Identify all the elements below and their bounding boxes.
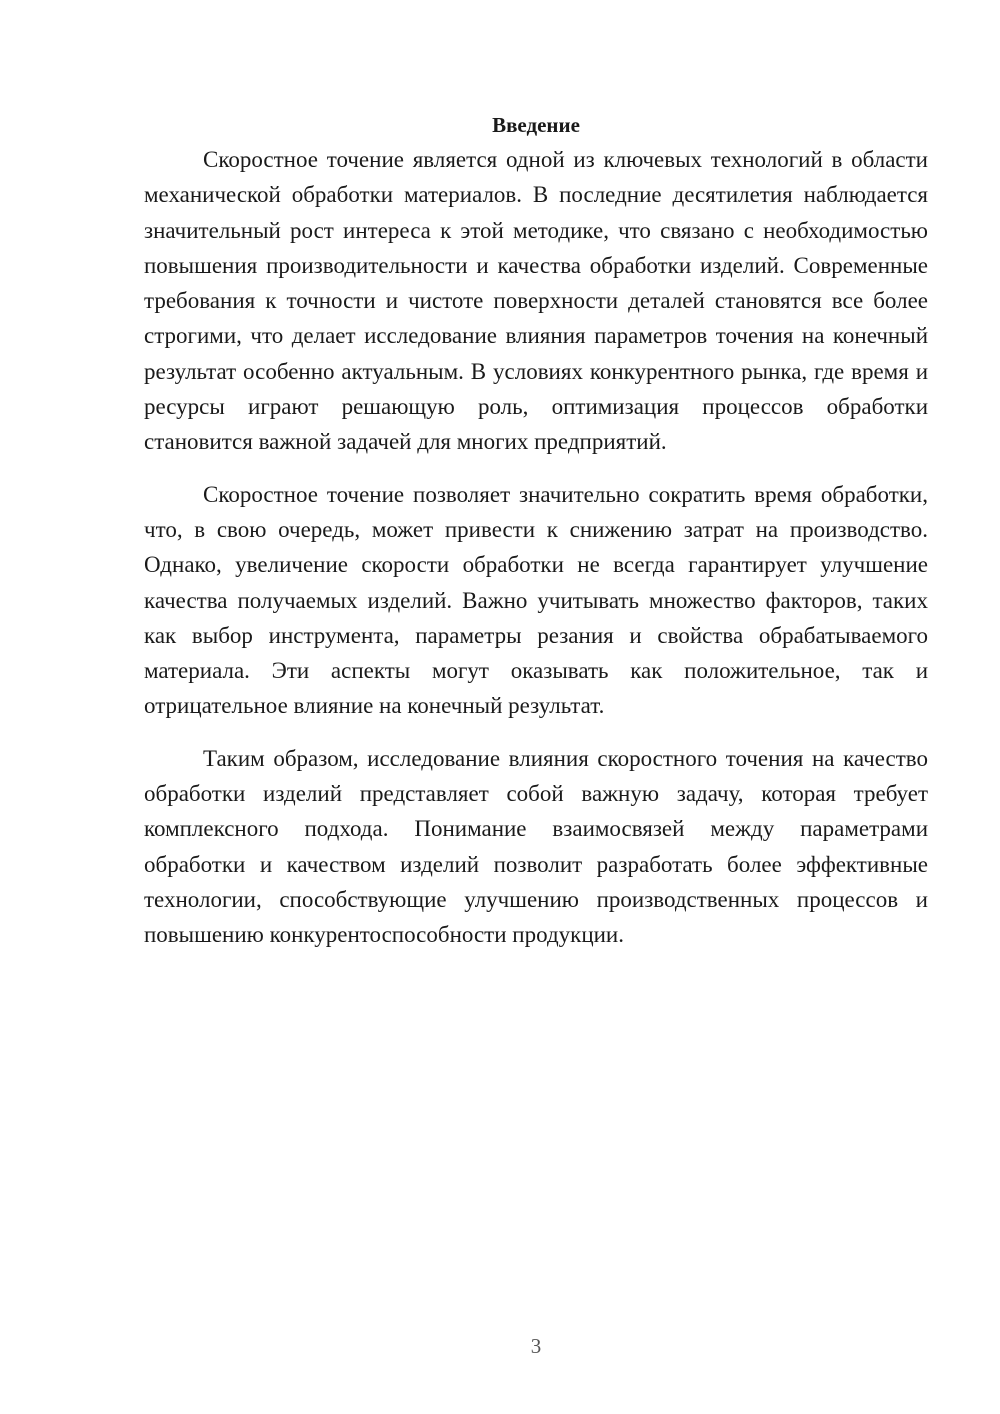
document-body <box>144 142 928 970</box>
paragraph-2: Скоростное точение позволяет значительно сократить время обработки, что, в свою очередь, может привести к снижению затрат на производство. Однако, увеличение скорости обработки не всегда гарантирует улучшение качества получаемых изделий. Важно учитывать множество факторов, таких как выбор инструмента, параметры резания и свойства обрабатываемого материала. Эти аспекты могут оказывать как положительное, так и отрицательное влияние на конечный результат. <box>144 481 928 719</box>
paragraph-3: Таким образом, исследование влияния скоростного точения на качество обработки изделий представляет собой важную задачу, которая требует комплексного подхода. Понимание взаимосвязей между параметрами обработки и качеством изделий позволит разработать более эффективные технологии, способствующие улучшению производственных процессов и повышению конкурентоспособности продукции. <box>144 745 928 948</box>
page-number: 3 <box>530 1334 542 1358</box>
paragraph-1: Скоростное точение является одной из ключевых технологий в области механической обработки материалов. В последние десятилетия наблюдается значительный рост интереса к этой методике, что связано с необходимостью повышения производительности и качества обработки изделий. Современные требования к точности и чистоте поверхности деталей становятся все более строгими, что делает исследование влияния параметров точения на конечный результат особенно актуальным. В условиях конкурентного рынка, где время и ресурсы играют решающую роль, оптимизация процессов обработки становится важной задачей для многих предприятий. <box>144 147 928 455</box>
page-title: Введение <box>492 113 580 138</box>
